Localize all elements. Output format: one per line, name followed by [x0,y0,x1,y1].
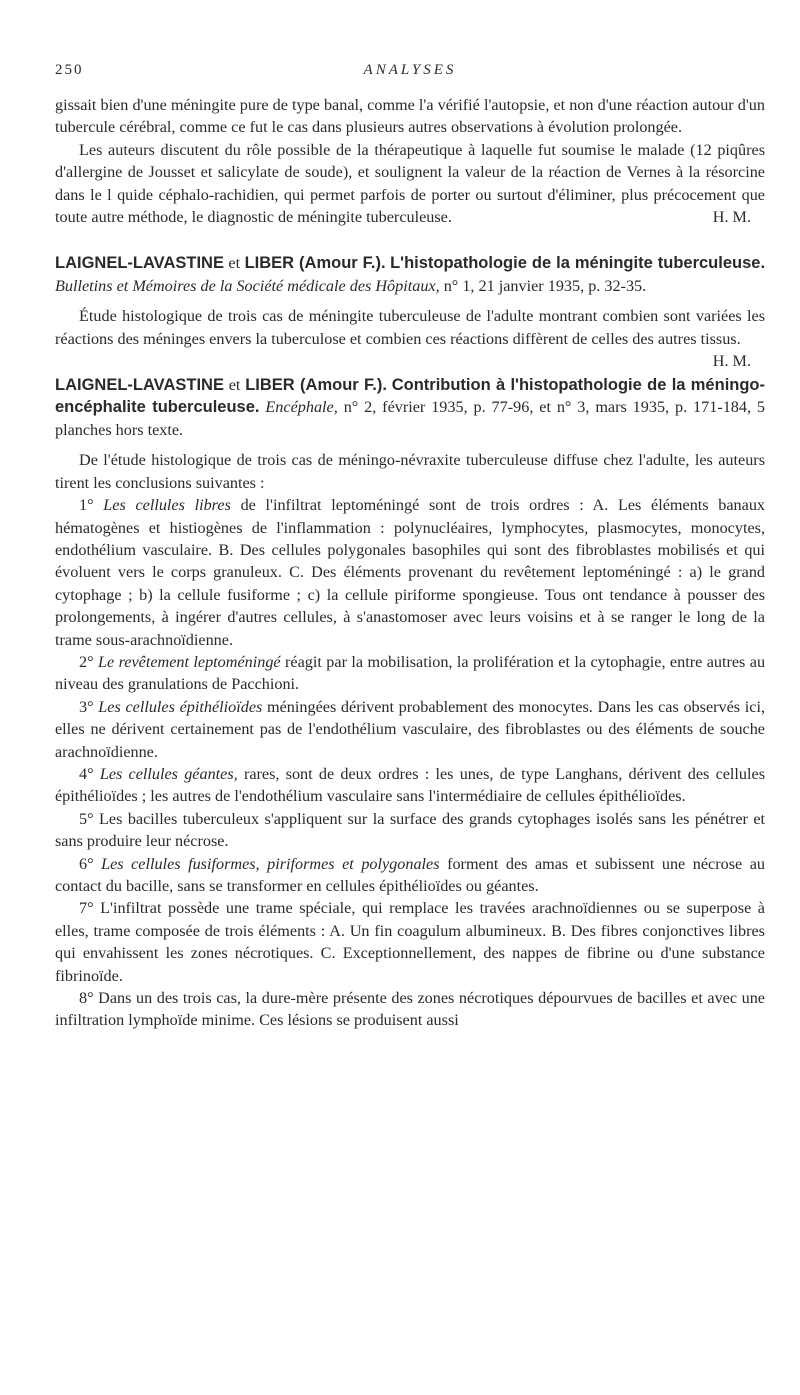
author-name: LAIGNEL-LAVASTINE [55,254,224,273]
item-number: 3° [79,697,94,716]
reviewer-signature: H. M. [712,352,751,371]
running-title: ANALYSES [363,62,457,78]
author-name: LAIGNEL-LAVASTINE [55,376,224,395]
abstract-paragraph [55,305,765,371]
carryover-paragraph-text: Les auteurs discutent du rôle possible de la thérapeutique à laquelle fut soumise le malade (12 piqûres d'allergine de Jousset et salicylate de soude), et soulignent la valeur de la réaction de Vernes à la résorcine dans le l quide céphalo-rachidien, qui permet parfois de porter ou surtout d'éliminer, plus précocement que toute autre méthode, le diagnostic de méningite tuberculeuse. [55,140,765,227]
carryover-review [55,94,765,228]
item-lead: Les cellules libres [103,496,231,515]
item-number: 8° [79,989,94,1008]
conclusion-item [55,696,765,763]
abstract-text: Étude histologique de trois cas de méningite tuberculeuse de l'adulte montrant combien sont variées les réactions des méninges envers la tuberculose et combien ces réactions diffèrent de celles des autres tissus. [55,307,765,348]
running-head [55,62,765,86]
entry-heading [55,252,765,297]
item-text: méningées dérivent probablement des monocytes. Dans les cas observés ici, elles ne dérivent certainement pas de l'endothélium vasculaire, des fibroblastes ou des éléments de souche arachnoïdienne. [55,697,766,761]
author-name: LIBER (Amour F.). [244,254,386,273]
author-conjunction: et [228,376,241,395]
article-title: L'histopathologie de la méningite tuberculeuse. [390,254,766,273]
item-text: rares, sont de deux ordres : les unes, de type Langhans, dérivent des cellules épithélioïdes ; les autres de l'endothélium vasculaire sans l'intermédiaire de cellules épithélioïdes. [55,764,766,806]
item-text: de l'infiltrat leptoméningé sont de trois ordres : A. Les éléments banaux hématogènes et histiogènes de l'inflammation : polynucléaires, lymphocytes, plasmocytes, monocytes, endothélium vasculaire. B. Des cellules polygonales basophiles qui sont des fibroblastes mobilisés et qui évoluent vers le corps granuleux. C. Des éléments provenant du revêtement leptoméningé : a) le grand cytophage ; b) la cellule fusiforme ; c) la cellule piriforme spongieuse. Tous ont tendance à pousser des prolongements, à ingérer d'autres cellules, à s'anastomoser avec leurs voisins et à se ranger le long de la trame sous-arachnoïdienne. [55,496,766,649]
journal-name: Encéphale, [265,398,338,417]
entry-heading [55,374,765,441]
item-number: 6° [79,854,94,873]
item-lead: Les cellules géantes, [99,764,238,783]
page-number: 250 [55,62,84,78]
citation-details: n° 1, 21 janvier 1935, p. 32-35. [443,276,647,295]
item-text: Les bacilles tuberculeux s'appliquent sur la surface des grands cytophages isolés sans les pénétrer et sans produire leur nécrose. [55,809,766,851]
review-entry-1 [55,252,766,371]
citation-details: n° 2, février 1935, p. 77-96, et n° 3, mars 1935, p. 171-184, 5 planches hors texte. [55,398,766,439]
item-text: Dans un des trois cas, la dure-mère présente des zones nécrotiques dépourvues de bacilles et avec une infiltration lymphoïde minime. Ces lésions se produisent aussi [55,989,765,1030]
journal-name: Bulletins et Mémoires de la Société médicale des Hôpitaux, [55,276,440,295]
reviewer-signature: H. M. [712,208,751,227]
item-lead: Le revêtement leptoméningé [98,652,281,671]
item-text: L'infiltrat possède une trame spéciale, qui remplace les travées arachnoïdiennes ou se superpose à elles, trame composée de trois éléments : A. Un fin coagulum albumineux. B. Des fibres conjonctives libres qui envahissent les zones nécrotiques. C. Exceptionnellement, des nappes de fibrine ou d'une substance fibrinoïde. [55,899,765,985]
item-number: 2° [79,652,94,671]
item-text: réagit par la mobilisation, la prolifération et la cytophagie, entre autres au niveau des granulations de Pacchioni. [55,652,766,694]
carryover-paragraph: gissait bien d'une méningite pure de type banal, comme l'a vérifié l'autopsie, et non d'une réaction autour d'un tubercule cérébral, comme ce fut le cas dans plusieurs autres observations à évolution prolongée. [55,96,765,137]
conclusion-item [55,853,765,898]
conclusion-item [55,494,765,651]
conclusion-item [55,987,765,1032]
item-number: 4° [79,764,94,783]
conclusion-item [55,808,765,853]
carryover-paragraph [55,139,765,229]
item-number: 5° [79,809,94,828]
item-lead: Les cellules épithélioïdes [98,697,263,716]
item-number: 1° [79,496,94,515]
item-number: 7° [79,899,94,918]
item-lead: Les cellules fusiformes, piriformes et polygonales [101,854,440,873]
author-conjunction: et [228,254,241,273]
conclusion-item [55,651,765,696]
item-text: forment des amas et subissent une nécrose au contact du bacille, sans se transformer en cellules épithélioïdes ou géantes. [55,854,765,895]
author-name: LIBER (Amour F.). [245,376,387,395]
conclusion-item [55,763,765,808]
article-title: Contribution à l'histopathologie de la méningo-encéphalite tuberculeuse. [55,376,766,417]
page-body [55,94,765,1032]
conclusion-item [55,897,765,987]
review-entry-2 [55,374,765,1032]
intro-paragraph: De l'étude histologique de trois cas de méningo-névraxite tuberculeuse diffuse chez l'adulte, les auteurs tirent les conclusions suivantes : [55,451,765,492]
